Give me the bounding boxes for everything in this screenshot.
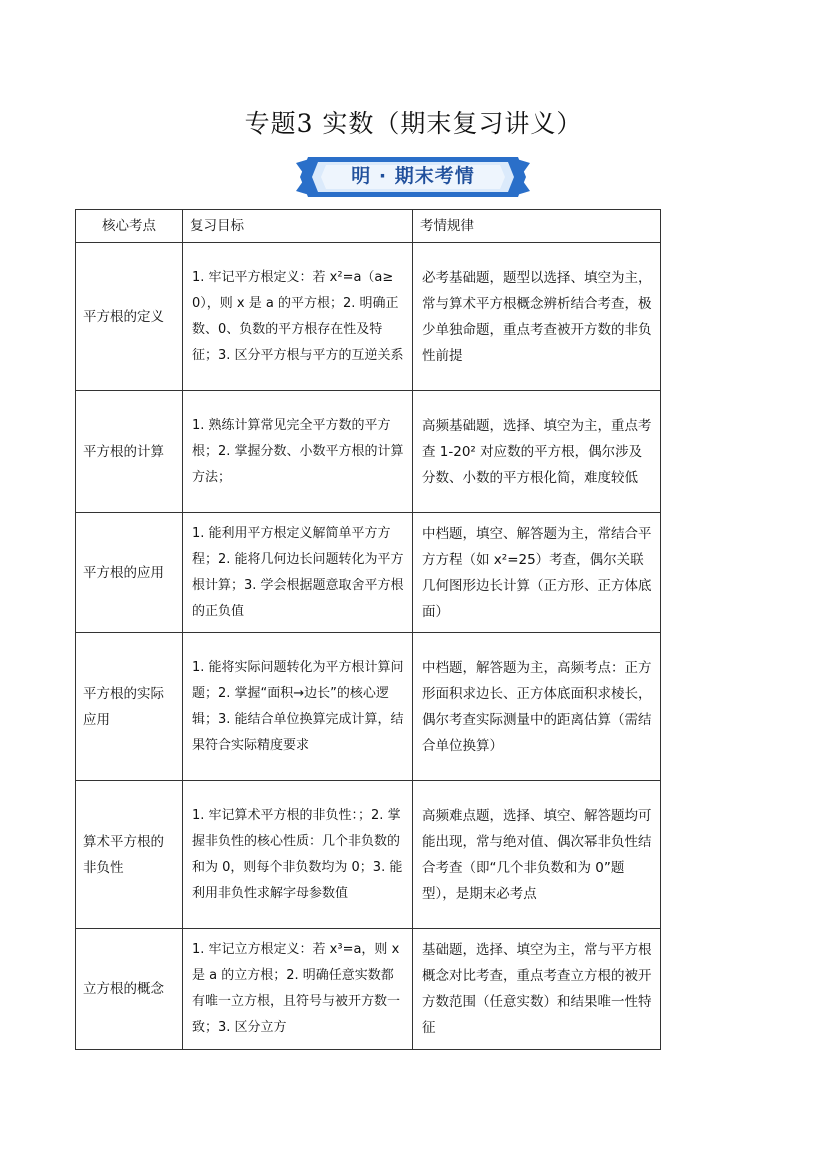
table-row: [76, 391, 661, 513]
row-rule: 基础题，选择、填空为主，常与平方根概念对比考查，重点考查立方根的被开方数范围（任意实数）和结果唯一性特征: [413, 929, 661, 1050]
row-topic: 平方根的定义: [76, 243, 183, 391]
row-goal: 1. 牢记平方根定义：若 x²=a（a≥0），则 x 是 a 的平方根；2. 明确正数、0、负数的平方根存在性及特征；3. 区分平方根与平方的互逆关系: [183, 243, 413, 391]
row-rule: 高频基础题，选择、填空为主，重点考查 1-20² 对应数的平方根，偶尔涉及分数、小数的平方根化简，难度较低: [413, 391, 661, 513]
row-topic: 平方根的实际应用: [76, 633, 183, 781]
header-rule: 考情规律: [413, 210, 661, 243]
row-rule: 必考基础题，题型以选择、填空为主，常与算术平方根概念辨析结合考查，极少单独命题，重点考查被开方数的非负性前提: [413, 243, 661, 391]
table-row: [76, 929, 661, 1050]
row-rule: 中档题，解答题为主，高频考点：正方形面积求边长、正方体底面积求棱长，偶尔考查实际测量中的距离估算（需结合单位换算）: [413, 633, 661, 781]
row-goal: 1. 能将实际问题转化为平方根计算问题；2. 掌握“面积→边长”的核心逻辑；3. 能结合单位换算完成计算，结果符合实际精度要求: [183, 633, 413, 781]
row-topic: 平方根的应用: [76, 513, 183, 633]
row-topic: 平方根的计算: [76, 391, 183, 513]
exam-overview-table: [75, 209, 661, 1050]
header-topic: 核心考点: [76, 210, 183, 243]
table-header-row: [76, 210, 661, 243]
table-row: [76, 781, 661, 929]
row-topic: 立方根的概念: [76, 929, 183, 1050]
row-rule: 高频难点题，选择、填空、解答题均可能出现，常与绝对值、偶次幂非负性结合考查（即“几个非负数和为 0”题型），是期末必考点: [413, 781, 661, 929]
table-row: [76, 633, 661, 781]
row-goal: 1. 牢记立方根定义：若 x³=a，则 x 是 a 的立方根；2. 明确任意实数都有唯一立方根，且符号与被开方数一致；3. 区分立方: [183, 929, 413, 1050]
banner-label: 明 · 期末考情: [351, 165, 475, 187]
row-topic: 算术平方根的非负性: [76, 781, 183, 929]
header-goal: 复习目标: [183, 210, 413, 243]
row-goal: 1. 牢记算术平方根的非负性：；2. 掌握非负性的核心性质：几个非负数的和为 0，则每个非负数均为 0；3. 能利用非负性求解字母参数值: [183, 781, 413, 929]
section-banner: [296, 153, 530, 201]
table-row: [76, 243, 661, 391]
row-goal: 1. 熟练计算常见完全平方数的平方根；2. 掌握分数、小数平方根的计算方法；: [183, 391, 413, 513]
table-row: [76, 513, 661, 633]
document-title: 专题3 实数（期末复习讲义）: [244, 109, 583, 138]
row-rule: 中档题，填空、解答题为主，常结合平方方程（如 x²=25）考查，偶尔关联几何图形边长计算（正方形、正方体底面）: [413, 513, 661, 633]
row-goal: 1. 能利用平方根定义解简单平方方程；2. 能将几何边长问题转化为平方根计算；3. 学会根据题意取舍平方根的正负值: [183, 513, 413, 633]
